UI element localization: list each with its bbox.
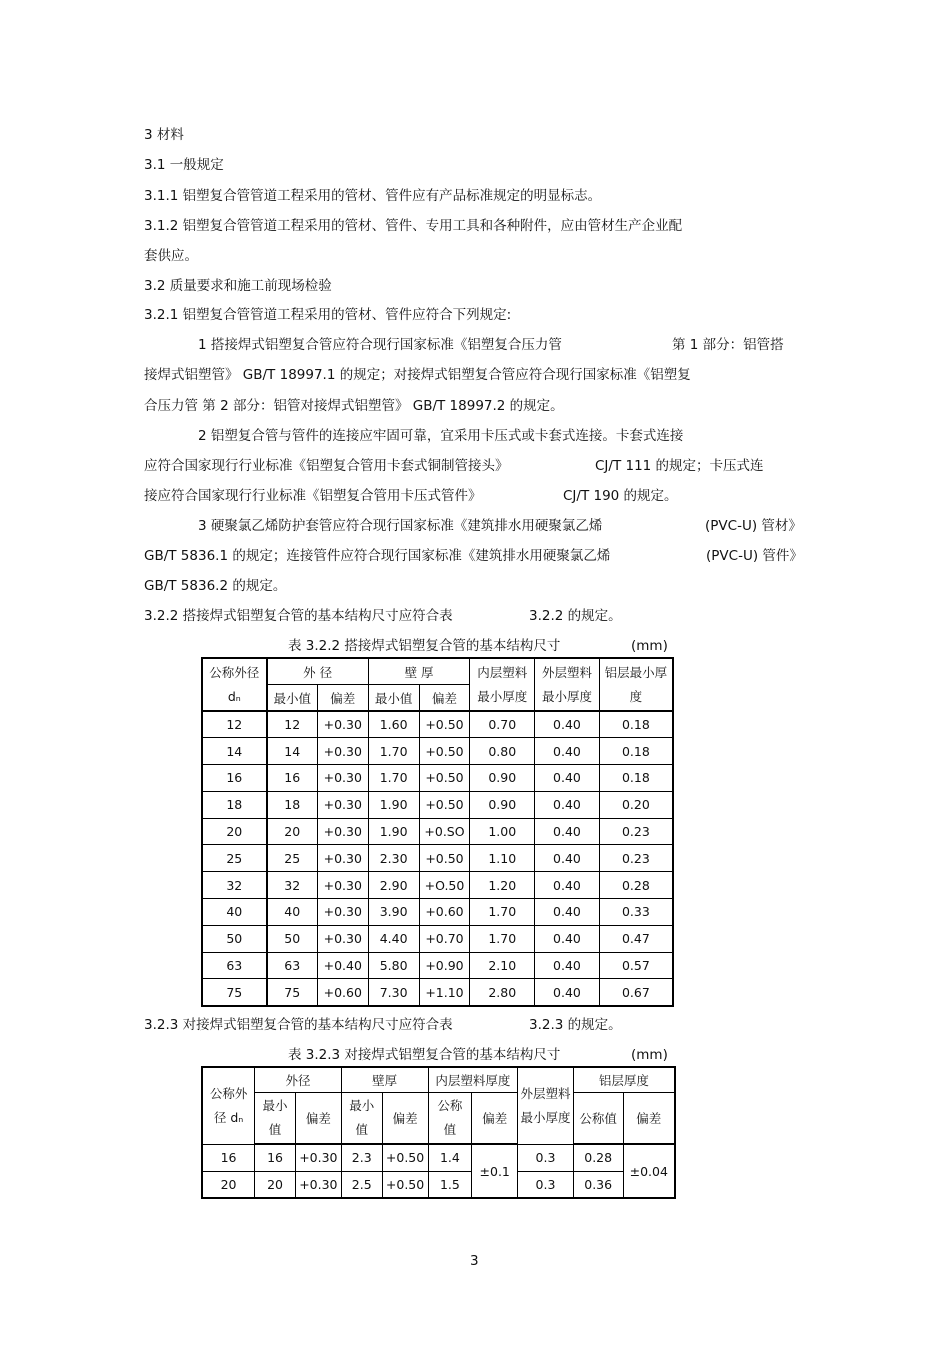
table2-sub-inner-nom [428,1092,472,1144]
table1-row [202,952,673,979]
clause-3-1-2-cont: 套供应。 [144,248,198,264]
table2-cell: 0.28 [573,1144,623,1171]
item-2-line1: 2 铝塑复合管与管件的连接应牢固可靠，宜采用卡压式或卡套式连接。卡套式连接 [198,428,684,444]
table1-cell: +0.30 [317,765,368,792]
table1-cell: 18 [267,791,318,818]
table1-cell: 2.80 [470,979,535,1006]
table2-header-dn-a: 公称外 [209,1085,248,1101]
table1-row [202,711,673,738]
page-number: 3 [470,1253,479,1269]
table1-cell: 0.18 [599,765,673,792]
table1-cell-dn: 75 [202,979,267,1006]
clause-3-1-1: 3.1.1 铝塑复合管管道工程采用的管材、管件应有产品标准规定的明显标志。 [144,188,602,204]
table2-header-dn [202,1067,255,1144]
table1-cell-dn: 18 [202,791,267,818]
table1-cell: 0.18 [599,711,673,738]
table1-cell-dn: 25 [202,845,267,872]
table1-cell: 2.30 [368,845,419,872]
table2-cell: 2.5 [341,1171,382,1198]
table2-cell: +0.50 [382,1171,428,1198]
table1-header-wall: 壁 厚 [368,658,470,685]
table1-cell-dn: 16 [202,765,267,792]
table2-cell: 16 [202,1144,255,1171]
table1-header-outer: 外 径 [267,658,369,685]
table2-sub-inner-dev: 偏差 [472,1092,518,1144]
table2-header-outer-layer-b: 最小厚度 [520,1109,571,1125]
table1-cell: +0.30 [317,791,368,818]
table2-row [202,1144,675,1171]
table1-header-dn-symbol: dₙ [227,688,241,704]
clause-3-2-2-tail: 3.2.2 的规定。 [529,608,622,624]
table1-cell: 1.00 [470,818,535,845]
table1-cell: 1.20 [470,872,535,899]
table1-cell: 0.90 [470,765,535,792]
table1-unit: (mm) [631,638,668,654]
item-3-line3: GB/T 5836.2 的规定。 [144,578,287,594]
table1-cell-dn: 12 [202,711,267,738]
item-2-line3: 接应符合国家现行行业标准《铝塑复合管用卡压式管件》 [144,488,482,504]
item-2-line2-tail: CJ/T 111 的规定；卡压式连 [595,458,764,474]
table1-header-al-a: 铝层最小厚 [604,664,668,680]
table1-cell: 32 [267,872,318,899]
table1-cell: +0.60 [317,979,368,1006]
table1-cell: +0.50 [419,791,470,818]
section-heading-3-1: 3.1 一般规定 [144,157,224,173]
table2-sub-wall-min [341,1092,382,1144]
table1-cell: 2.90 [368,872,419,899]
table1-cell: 0.23 [599,818,673,845]
table1-cell: 0.67 [599,979,673,1006]
table1-row [202,872,673,899]
table2-cell: +0.50 [382,1144,428,1171]
table1-row [202,791,673,818]
table1-cell: 1.70 [470,925,535,952]
table1-sub-outer-min: 最小值 [267,685,318,712]
table2-sub-wall-min-a: 最小 [349,1097,375,1113]
table1-cell: 0.80 [470,738,535,765]
table1-caption: 表 3.2.2 搭接焊式铝塑复合管的基本结构尺寸 [288,638,561,654]
table1-cell: 1.10 [470,845,535,872]
table1-cell: +1.10 [419,979,470,1006]
clause-3-2-3: 3.2.3 对接焊式铝塑复合管的基本结构尺寸应符合表 [144,1017,453,1033]
table-3-2-3 [201,1066,676,1199]
table2-sub-wall-min-b: 值 [355,1121,368,1137]
item-2-line2: 应符合国家现行行业标准《铝塑复合管用卡套式铜制管接头》 [144,458,509,474]
table1-cell: +0.30 [317,899,368,926]
table1-cell-dn: 20 [202,818,267,845]
table1-header-al [599,658,673,711]
table2-sub-al-nom: 公称值 [573,1092,623,1144]
table1-header-dn-label: 公称外径 [209,664,260,680]
table1-cell: 0.40 [535,791,600,818]
table2-cell: 20 [202,1171,255,1198]
table2-sub-outer-min-a: 最小 [262,1097,288,1113]
table2-header-row [202,1067,675,1092]
item-3-line1: 3 硬聚氯乙烯防护套管应符合现行国家标准《建筑排水用硬聚氯乙烯 [198,518,603,534]
table1-row [202,979,673,1006]
table2-cell: 0.3 [518,1171,574,1198]
table1-cell-dn: 32 [202,872,267,899]
table2-sub-outer-min-b: 值 [268,1121,282,1137]
clause-3-2-2: 3.2.2 搭接焊式铝塑复合管的基本结构尺寸应符合表 [144,608,453,624]
table1-sub-outer-dev: 偏差 [317,685,368,712]
table2-cell: +0.30 [295,1144,341,1171]
table2-cell: 1.4 [428,1144,472,1171]
table1-cell-dn: 14 [202,738,267,765]
table2-subheader-row [202,1092,675,1144]
table1-cell: 63 [267,952,318,979]
table2-sub-inner-nom-b: 值 [443,1121,457,1137]
table1-cell: 1.70 [368,738,419,765]
table2-cell: 16 [255,1144,296,1171]
table1-cell: +0.30 [317,845,368,872]
table1-cell: 75 [267,979,318,1006]
table1-sub-wall-min: 最小值 [368,685,419,712]
table1-cell: 0.33 [599,899,673,926]
table2-cell: 1.5 [428,1171,472,1198]
table1-cell: +0.50 [419,845,470,872]
table1-cell: 0.40 [535,952,600,979]
clause-3-2-1: 3.2.1 铝塑复合管管道工程采用的管材、管件应符合下列规定: [144,307,512,323]
table1-cell: 0.28 [599,872,673,899]
table1-cell: 0.40 [535,979,600,1006]
table1-cell: 1.70 [470,899,535,926]
table1-cell: 0.40 [535,899,600,926]
table1-cell: 0.40 [535,765,600,792]
table1-row [202,899,673,926]
table2-cell: 20 [255,1171,296,1198]
item-2-line3-tail: CJ/T 190 的规定。 [563,488,678,504]
table1-cell: 0.40 [535,872,600,899]
table1-header-outer-layer-b: 最小厚度 [541,688,592,704]
table1-cell: 20 [267,818,318,845]
table1-header-outer-layer [535,658,600,711]
table2-cell: 2.3 [341,1144,382,1171]
table-3-2-2 [201,657,674,1007]
table1-cell: +0.50 [419,765,470,792]
table2-sub-outer-dev: 偏差 [295,1092,341,1144]
table2-header-outer: 外径 [255,1067,342,1092]
table1-cell: 0.57 [599,952,673,979]
table1-header-inner [470,658,535,711]
item-1-line3: 合压力管 第 2 部分：铝管对接焊式铝塑管》 GB/T 18997.2 的规定。 [144,398,564,414]
table1-cell-dn: 50 [202,925,267,952]
table1-cell: 4.40 [368,925,419,952]
table1-row [202,845,673,872]
item-3-line2-tail: (PVC-U) 管件》 [706,548,803,564]
table2-header-inner: 内层塑料厚度 [428,1067,518,1092]
table1-cell: +0.50 [419,711,470,738]
table1-cell: 0.47 [599,925,673,952]
table2-header-outer-layer-a: 外层塑料 [520,1085,571,1101]
table1-cell: 0.40 [535,845,600,872]
table1-cell: 1.60 [368,711,419,738]
table1-cell: +0.40 [317,952,368,979]
table1-cell: 3.90 [368,899,419,926]
table2-sub-inner-nom-a: 公称 [437,1097,463,1113]
table2-sub-outer-min [255,1092,296,1144]
table1-cell: 2.10 [470,952,535,979]
table1-cell: +0.30 [317,818,368,845]
table1-header-inner-a: 内层塑料 [477,664,528,680]
table1-cell: 12 [267,711,318,738]
table1-cell: 0.40 [535,818,600,845]
table1-cell: 0.70 [470,711,535,738]
table2-header-al: 铝层厚度 [573,1067,675,1092]
section-heading-3: 3 材料 [144,127,184,143]
table1-header-al-b: 度 [629,688,643,704]
item-1-line1: 1 搭接焊式铝塑复合管应符合现行国家标准《铝塑复合压力管 [198,337,562,353]
table1-cell: 0.20 [599,791,673,818]
item-3-line2: GB/T 5836.1 的规定；连接管件应符合现行国家标准《建筑排水用硬聚氯乙烯 [144,548,611,564]
table1-cell: 1.70 [368,765,419,792]
table1-cell-dn: 63 [202,952,267,979]
table1-cell: 16 [267,765,318,792]
table2-sub-wall-dev: 偏差 [382,1092,428,1144]
clause-3-2-3-tail: 3.2.3 的规定。 [529,1017,622,1033]
table1-cell: 50 [267,925,318,952]
table1-cell: +0.90 [419,952,470,979]
table2-sub-al-dev: 偏差 [623,1092,675,1144]
table1-cell: +0.60 [419,899,470,926]
table1-cell: +0.50 [419,738,470,765]
table2-cell: 0.36 [573,1171,623,1198]
table2-unit: (mm) [631,1047,668,1063]
table1-cell: 0.18 [599,738,673,765]
table2-header-wall: 壁厚 [341,1067,428,1092]
table1-cell: +0.SO [419,818,470,845]
table1-cell: +0.70 [419,925,470,952]
table1-cell: 25 [267,845,318,872]
table1-row [202,925,673,952]
clause-3-1-2: 3.1.2 铝塑复合管管道工程采用的管材、管件、专用工具和各种附件，应由管材生产企业配 [144,218,683,234]
table1-cell: 0.40 [535,711,600,738]
table1-row [202,765,673,792]
table1-body [202,711,673,1006]
item-3-line1-tail: (PVC-U) 管材》 [705,518,802,534]
table2-cell: 0.3 [518,1144,574,1171]
table2-cell: +0.30 [295,1171,341,1198]
table1-cell: 0.40 [535,925,600,952]
table1-cell: +O.50 [419,872,470,899]
item-1-line2: 接焊式铝塑管》 GB/T 18997.1 的规定；对接焊式铝塑复合管应符合现行国家标准《铝塑复 [144,367,691,383]
table2-caption: 表 3.2.3 对接焊式铝塑复合管的基本结构尺寸 [288,1047,561,1063]
table1-cell: +0.30 [317,738,368,765]
table1-header-outer-layer-a: 外层塑料 [541,664,592,680]
table1-cell-dn: 40 [202,899,267,926]
table1-row [202,818,673,845]
table1-header-inner-b: 最小厚度 [477,688,528,704]
item-1-line1-tail: 第 1 部分：铝管搭 [672,337,784,353]
table1-cell: +0.30 [317,925,368,952]
table1-cell: 0.40 [535,738,600,765]
table1-header-row [202,658,673,685]
table1-cell: 1.90 [368,791,419,818]
table1-cell: 1.90 [368,818,419,845]
table1-cell: +0.30 [317,711,368,738]
table1-cell: 0.23 [599,845,673,872]
table1-row [202,738,673,765]
table1-cell: 7.30 [368,979,419,1006]
table1-cell: 5.80 [368,952,419,979]
table1-cell: 40 [267,899,318,926]
table1-header-dn [202,658,267,711]
table2-al-dev: ±0.04 [623,1144,675,1198]
section-heading-3-2: 3.2 质量要求和施工前现场检验 [144,278,332,294]
table2-header-outer-layer [518,1067,574,1144]
table1-sub-wall-dev: 偏差 [419,685,470,712]
table1-cell: 14 [267,738,318,765]
table1-cell: +0.30 [317,872,368,899]
table1-cell: 0.90 [470,791,535,818]
table2-inner-dev: ±0.1 [472,1144,518,1198]
table2-header-dn-b: 径 dₙ [213,1109,244,1125]
table2-row [202,1171,675,1198]
